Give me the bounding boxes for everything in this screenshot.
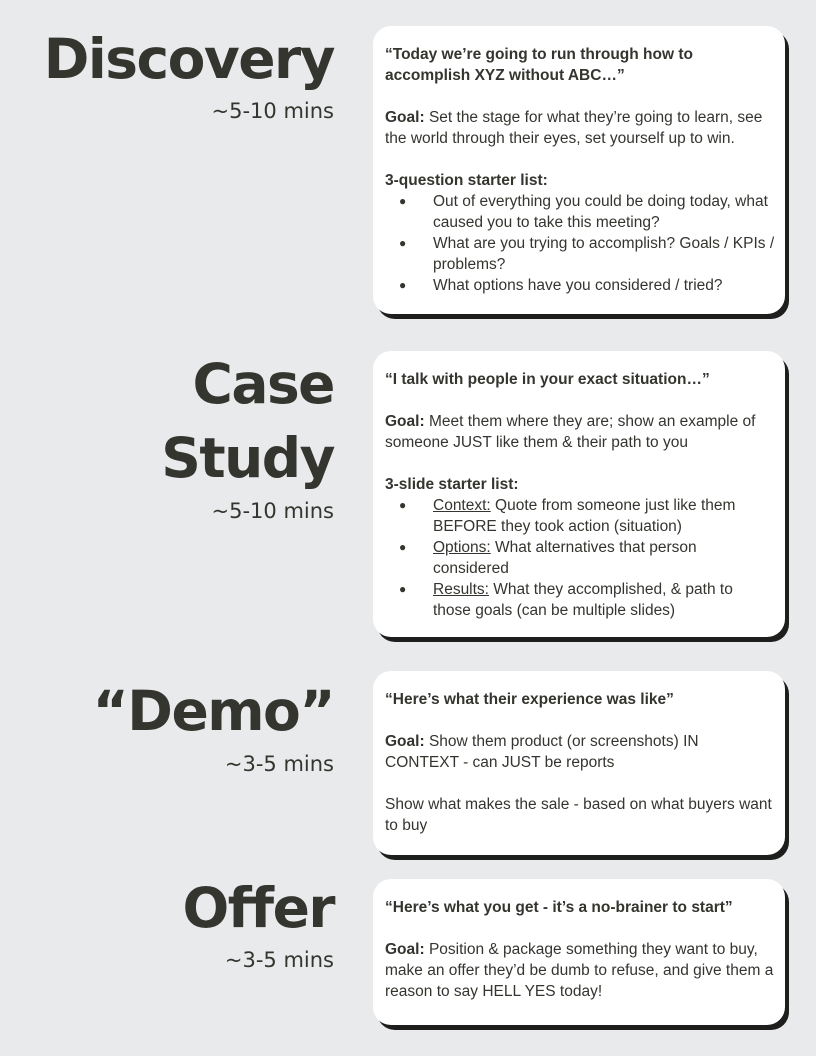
case-study-heading-line1: Case xyxy=(192,352,334,416)
bullet-icon: ● xyxy=(399,236,407,250)
list-item: ● Options: What alternatives that person considered xyxy=(399,539,697,577)
discovery-heading: Discovery xyxy=(43,27,334,91)
demo-card xyxy=(373,671,785,855)
goal-label: Goal: xyxy=(385,109,425,126)
goal-text: Position & package something they want to buy, make an offer they’d be dumb to refuse, and give them a reason to say HELL YES today! xyxy=(385,941,774,1000)
case-study-goal xyxy=(385,411,775,453)
demo-goal xyxy=(385,731,775,773)
case-study-quote: “I talk with people in your exact situation…” xyxy=(385,371,710,388)
goal-text: Show them product (or screenshots) IN CONTEXT - can JUST be reports xyxy=(385,733,699,771)
discovery-duration: ~5-10 mins xyxy=(211,99,334,123)
case-study-slide-list xyxy=(385,495,775,621)
list-item: ● What options have you considered / tried? xyxy=(399,277,723,294)
discovery-goal xyxy=(385,107,775,149)
goal-label: Goal: xyxy=(385,413,425,430)
demo-quote: “Here’s what their experience was like” xyxy=(385,691,674,708)
discovery-list-heading: 3-question starter list: xyxy=(385,172,548,189)
bullet-icon: ● xyxy=(399,278,407,292)
case-study-duration: ~5-10 mins xyxy=(211,499,334,523)
offer-quote: “Here’s what you get - it’s a no-brainer to start” xyxy=(385,899,733,916)
bullet-icon: ● xyxy=(399,194,407,208)
goal-text: Meet them where they are; show an example of someone JUST like them & their path to you xyxy=(385,413,756,451)
list-item: ● What are you trying to accomplish? Goals / KPIs / problems? xyxy=(399,235,775,273)
offer-goal xyxy=(385,939,775,1002)
case-study-list-heading: 3-slide starter list: xyxy=(385,476,519,493)
bullet-icon: ● xyxy=(399,540,407,554)
demo-note: Show what makes the sale - based on what buyers want to buy xyxy=(385,796,772,834)
list-item-term: Context: xyxy=(433,497,491,514)
list-item-term: Options: xyxy=(433,539,491,556)
case-study-card xyxy=(373,351,785,637)
bullet-icon: ● xyxy=(399,498,407,512)
goal-text: Set the stage for what they’re going to learn, see the world through their eyes, set yourself up to win. xyxy=(385,109,763,147)
case-study-heading xyxy=(161,347,334,495)
goal-label: Goal: xyxy=(385,733,425,750)
demo-heading: “Demo” xyxy=(92,679,334,743)
bullet-icon: ● xyxy=(399,582,407,596)
list-item-term: Results: xyxy=(433,581,489,598)
offer-duration: ~3-5 mins xyxy=(224,948,334,972)
offer-heading: Offer xyxy=(182,876,334,940)
discovery-quote: “Today we’re going to run through how to accomplish XYZ without ABC…” xyxy=(385,46,693,84)
case-study-heading-line2: Study xyxy=(161,426,334,490)
list-item: ● Results: What they accomplished, & path to those goals (can be multiple slides) xyxy=(399,581,733,619)
discovery-question-list xyxy=(385,191,775,296)
demo-duration: ~3-5 mins xyxy=(224,752,334,776)
discovery-card xyxy=(373,26,785,314)
list-item: ● Context: Quote from someone just like them BEFORE they took action (situation) xyxy=(399,497,736,535)
list-item: ● Out of everything you could be doing today, what caused you to take this meeting? xyxy=(399,193,768,231)
goal-label: Goal: xyxy=(385,941,425,958)
offer-card xyxy=(373,879,785,1025)
